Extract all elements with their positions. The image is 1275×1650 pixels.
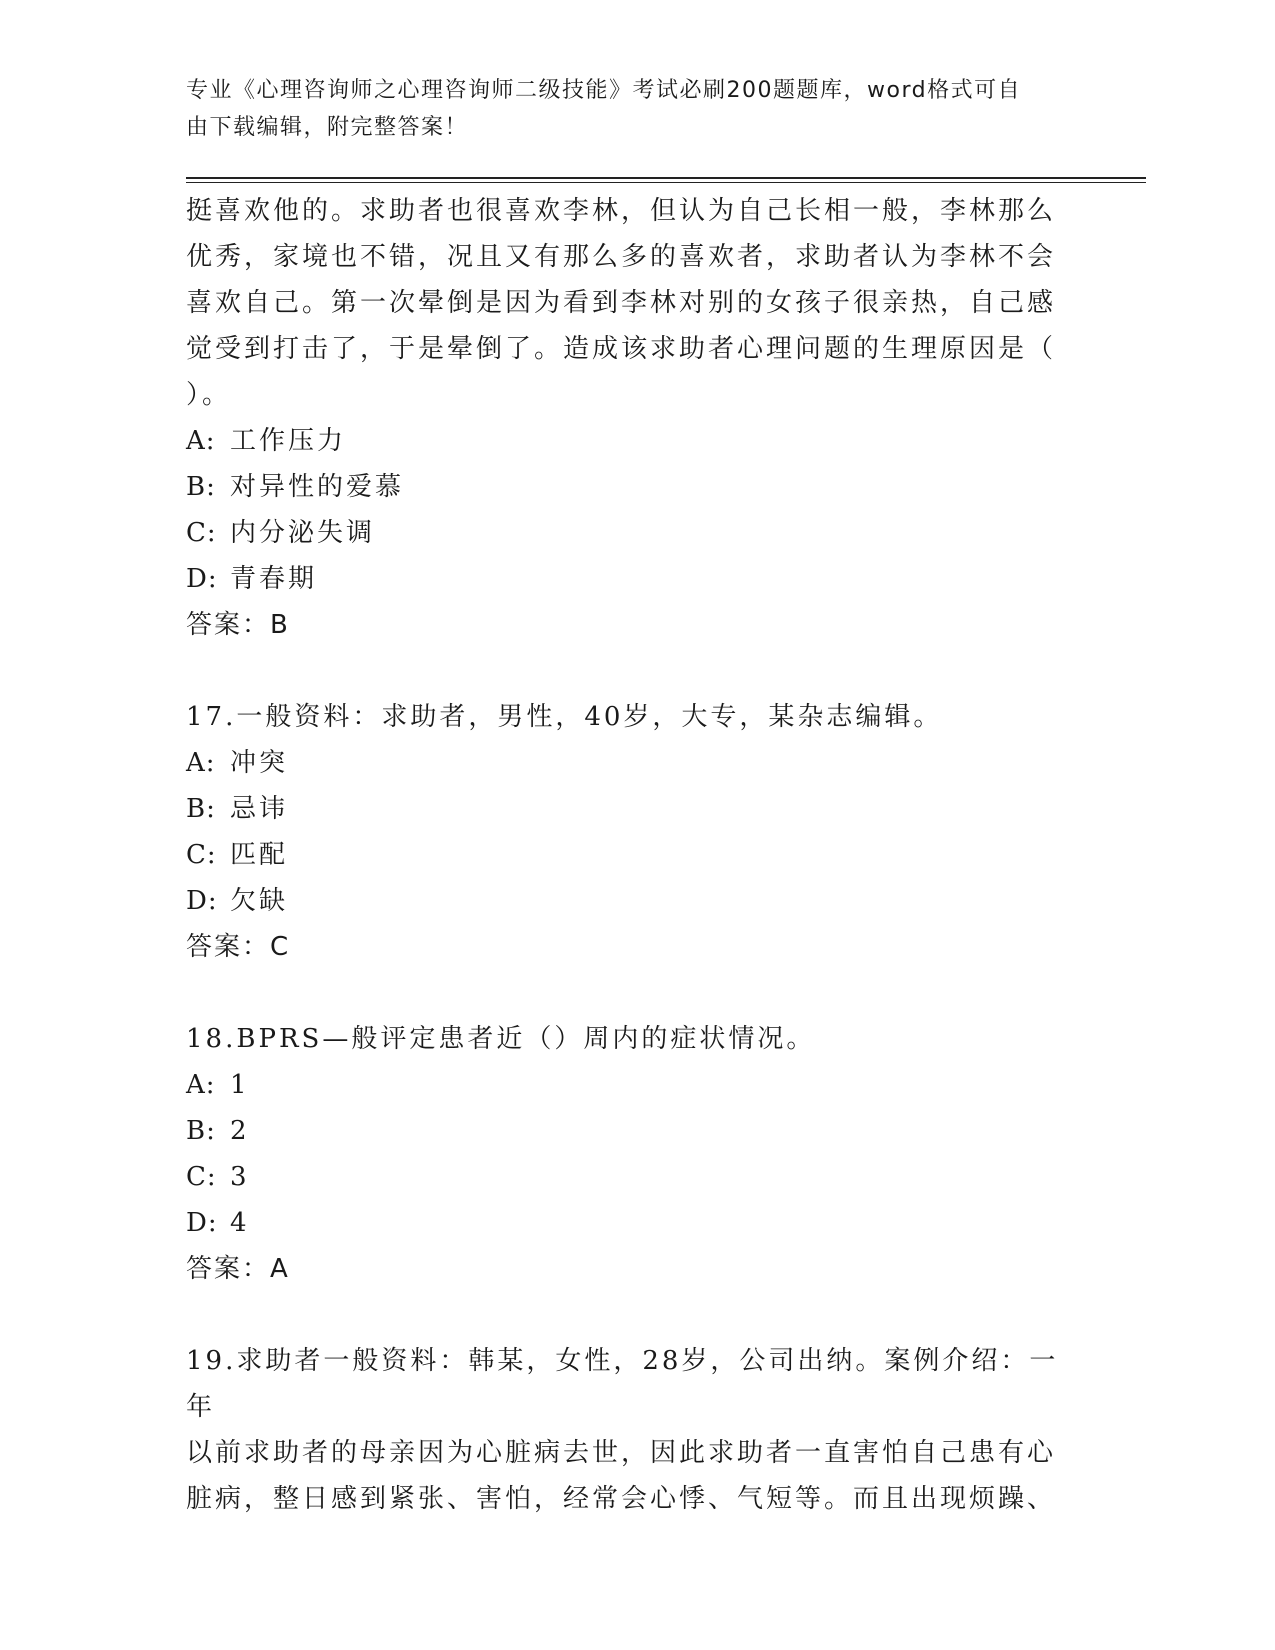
question-stem-line: 以前求助者的母亲因为心脏病去世，因此求助者一直害怕自己患有心 xyxy=(186,1438,1057,1468)
question-stem: 18.BPRS—般评定患者近（）周内的症状情况。 xyxy=(186,1024,816,1054)
option-key: A: xyxy=(186,1070,216,1100)
option-key: B: xyxy=(186,472,216,502)
question-stem-line: 脏病，整日感到紧张、害怕，经常会心悸、气短等。而且出现烦躁、 xyxy=(186,1484,1057,1514)
question-stem-line: 19.求助者一般资料：韩某，女性，28岁，公司出纳。案例介绍：一年 xyxy=(186,1346,1059,1422)
option-d xyxy=(186,878,1086,924)
spacer xyxy=(186,648,1086,694)
option-text: 3 xyxy=(230,1162,250,1192)
option-key: B: xyxy=(186,1116,216,1146)
answer-line: 答案：A xyxy=(186,1254,290,1284)
option-c xyxy=(186,1154,1086,1200)
option-b xyxy=(186,464,1086,510)
option-text: 2 xyxy=(230,1116,250,1146)
option-text: 青春期 xyxy=(230,564,318,594)
option-a xyxy=(186,1062,1086,1108)
option-text: 内分泌失调 xyxy=(230,518,376,548)
spacer xyxy=(186,970,1086,1016)
option-key: D: xyxy=(186,1208,218,1238)
header-line-2: 由下载编辑，附完整答案！ xyxy=(186,115,469,140)
option-c xyxy=(186,510,1086,556)
header-divider xyxy=(186,177,1146,179)
page-header xyxy=(186,72,1066,146)
option-key: D: xyxy=(186,886,218,916)
option-text: 忌讳 xyxy=(230,794,289,824)
option-text: 工作压力 xyxy=(230,426,347,456)
question-16 xyxy=(186,188,1086,648)
option-key: D: xyxy=(186,564,218,594)
option-key: A: xyxy=(186,748,216,778)
answer-line: 答案：B xyxy=(186,610,290,640)
option-text: 冲突 xyxy=(230,748,289,778)
question-19 xyxy=(186,1338,1086,1522)
option-key: C: xyxy=(186,1162,217,1192)
question-17 xyxy=(186,694,1086,970)
option-d xyxy=(186,1200,1086,1246)
option-text: 欠缺 xyxy=(230,886,289,916)
answer-line: 答案：C xyxy=(186,932,291,962)
option-a xyxy=(186,418,1086,464)
question-stem-line: 觉受到打击了，于是晕倒了。造成该求助者心理问题的生理原因是（ xyxy=(186,334,1057,364)
question-stem-line: 优秀，家境也不错，况且又有那么多的喜欢者，求助者认为李林不会 xyxy=(186,242,1057,272)
spacer xyxy=(186,1292,1086,1338)
option-a xyxy=(186,740,1086,786)
option-c xyxy=(186,832,1086,878)
question-stem-line: ）。 xyxy=(186,380,232,410)
document-body xyxy=(186,188,1086,1522)
option-text: 对异性的爱慕 xyxy=(230,472,405,502)
header-divider-thin xyxy=(186,182,1146,183)
option-text: 1 xyxy=(230,1070,250,1100)
option-key: C: xyxy=(186,840,217,870)
option-text: 匹配 xyxy=(230,840,289,870)
option-key: C: xyxy=(186,518,217,548)
question-stem-line: 挺喜欢他的。求助者也很喜欢李林，但认为自己长相一般，李林那么 xyxy=(186,196,1057,226)
option-b xyxy=(186,786,1086,832)
option-d xyxy=(186,556,1086,602)
option-key: A: xyxy=(186,426,216,456)
option-text: 4 xyxy=(230,1208,250,1238)
question-stem-line: 喜欢自己。第一次晕倒是因为看到李林对别的女孩子很亲热，自己感 xyxy=(186,288,1057,318)
option-key: B: xyxy=(186,794,216,824)
option-b xyxy=(186,1108,1086,1154)
question-stem: 17.一般资料：求助者，男性，40岁，大专，某杂志编辑。 xyxy=(186,702,943,732)
header-line-1: 专业《心理咨询师之心理咨询师二级技能》考试必刷200题题库，word格式可自 xyxy=(186,78,1022,103)
question-18 xyxy=(186,1016,1086,1292)
